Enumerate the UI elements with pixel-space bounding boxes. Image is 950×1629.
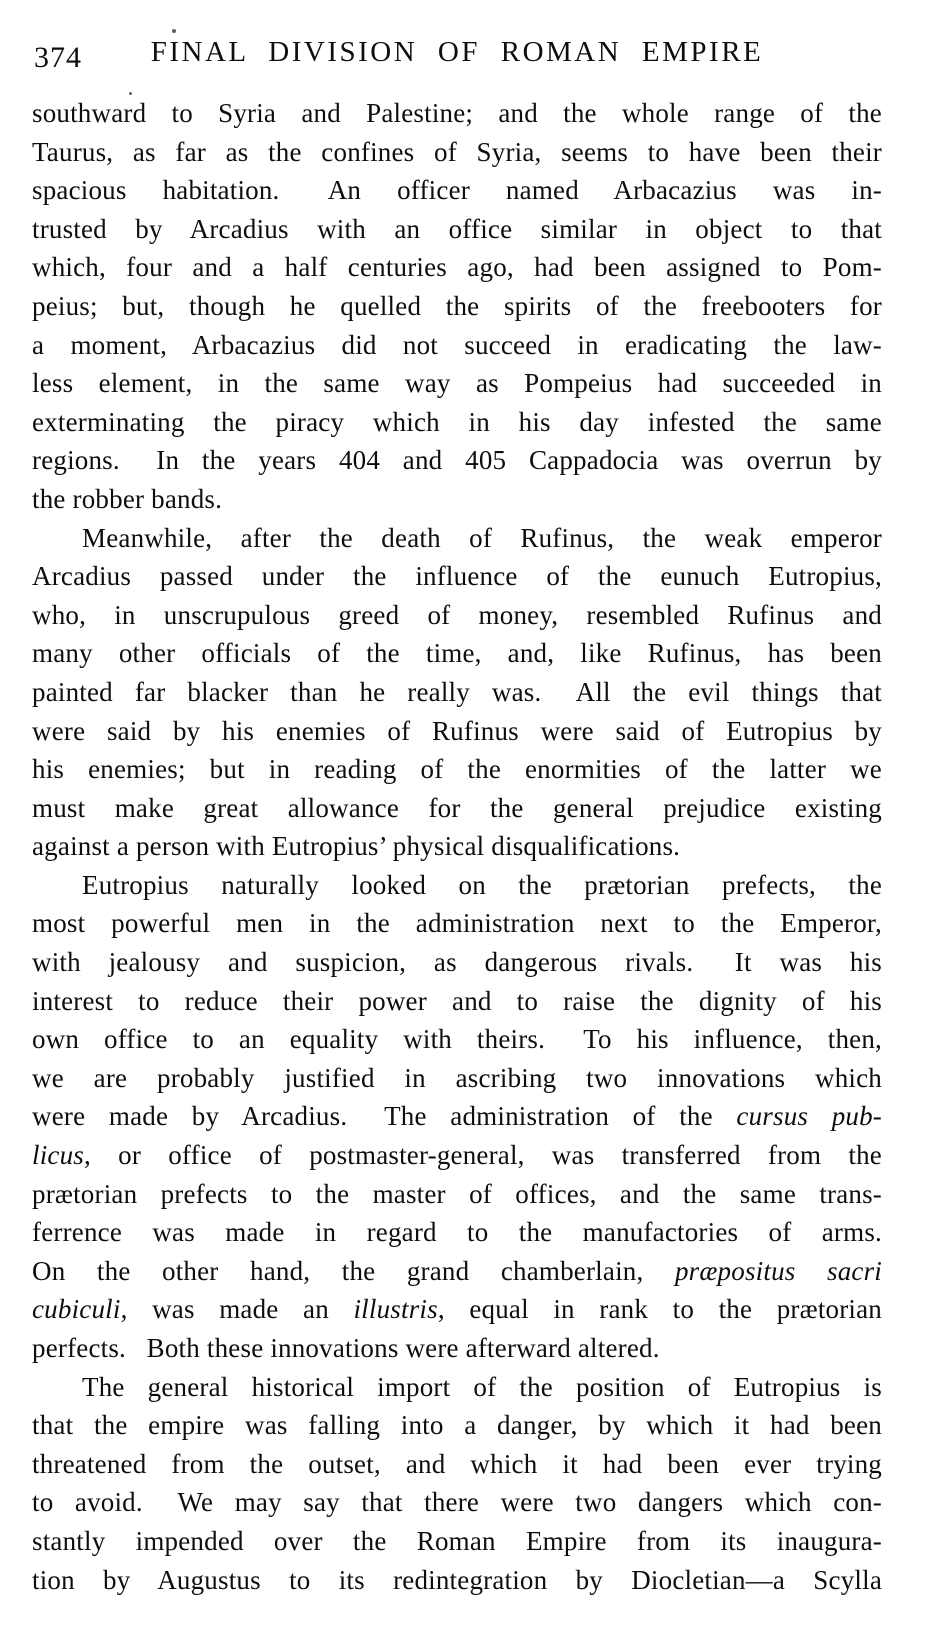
text-line: we are probably justified in ascribing two innovations which (32, 1062, 882, 1093)
paragraph (32, 866, 882, 1368)
text-line: ferrence was made in regard to the manufactories of arms. (32, 1217, 882, 1248)
text-line: Eutropius naturally looked on the prætorian prefects, the (82, 869, 882, 900)
text-line: were made by Arcadius. The administration of the cursus pub- (32, 1101, 882, 1132)
running-head: FINAL DIVISION OF ROMAN EMPIRE (150, 36, 764, 68)
text-line: The general historical import of the position of Eutropius is (82, 1371, 882, 1402)
text-line: which, four and a half centuries ago, had been assigned to Pom- (32, 252, 882, 283)
paragraph (32, 519, 882, 866)
text-line: that the empire was falling into a danger, by which it had been (32, 1410, 882, 1441)
text-line: licus, or office of postmaster-general, was transferred from the (32, 1140, 882, 1171)
text-line: spacious habitation. An officer named Arbacazius was in- (32, 175, 882, 206)
text-line: exterminating the piracy which in his day infested the same (32, 406, 882, 437)
text-line: who, in unscrupulous greed of money, resembled Rufinus and (32, 599, 882, 630)
text-line: many other officials of the time, and, like Rufinus, has been (32, 638, 882, 669)
text-line: painted far blacker than he really was. All the evil things that (32, 676, 882, 707)
text-line: own office to an equality with theirs. To his influence, then, (32, 1024, 882, 1055)
scan-speck (172, 29, 176, 33)
text-line: regions. In the years 404 and 405 Cappadocia was overrun by (32, 445, 882, 476)
text-line: were said by his enemies of Rufinus were said of Eutropius by (32, 715, 882, 746)
text-line: threatened from the outset, and which it had been ever trying (32, 1448, 882, 1479)
text-line: a moment, Arbacazius did not succeed in eradicating the law- (32, 329, 882, 360)
text-line: his enemies; but in reading of the enormities of the latter we (32, 754, 882, 785)
text-line: with jealousy and suspicion, as dangerous rivals. It was his (32, 947, 882, 978)
text-line: perfects. Both these innovations were afterward altered. (32, 1333, 660, 1363)
text-line: trusted by Arcadius with an office similar in object to that (32, 213, 882, 244)
text-line: the robber bands. (32, 483, 223, 514)
text-line: southward to Syria and Palestine; and the whole range of the (32, 98, 882, 128)
text-line: against a person with Eutropius’ physical disqualifications. (32, 831, 681, 862)
text-line: Arcadius passed under the influence of the eunuch Eutropius, (32, 561, 882, 592)
text-line: Taurus, as far as the confines of Syria, seems to have been their (32, 136, 882, 167)
text-line: tion by Augustus to its redintegration by Diocletian—a Scylla (32, 1564, 882, 1595)
paragraph (32, 94, 882, 519)
text-line: cubiculi, was made an illustris, equal in rank to the prætorian (32, 1294, 882, 1325)
text-line: prætorian prefects to the master of offices, and the same trans- (32, 1178, 882, 1209)
text-line: Meanwhile, after the death of Rufinus, the weak emperor (82, 522, 882, 553)
page-number: 374 (34, 41, 82, 74)
paragraph (32, 1368, 882, 1600)
text-line: to avoid. We may say that there were two dangers which con- (32, 1487, 882, 1518)
text-line: less element, in the same way as Pompeius had succeeded in (32, 368, 882, 399)
text-line: most powerful men in the administration next to the Emperor, (32, 908, 882, 939)
text-line: On the other hand, the grand chamberlain, præpositus sacri (32, 1255, 882, 1286)
text-line: stantly impended over the Roman Empire from its inaugura- (32, 1525, 882, 1556)
page-body (32, 94, 882, 1599)
text-line: interest to reduce their power and to raise the dignity of his (32, 985, 882, 1016)
page-header (32, 34, 882, 76)
text-line: must make great allowance for the general prejudice existing (32, 792, 882, 823)
text-line: peius; but, though he quelled the spirits of the freebooters for (32, 290, 882, 321)
scan-speck (129, 92, 132, 95)
